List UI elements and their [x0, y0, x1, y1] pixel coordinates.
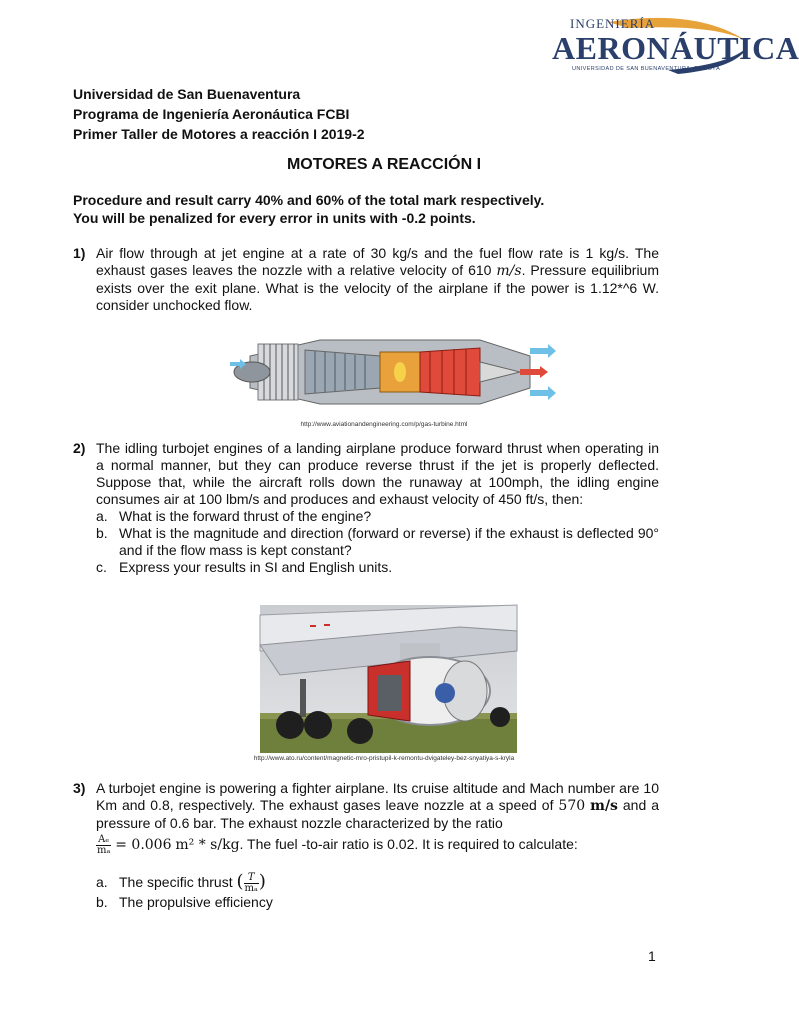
logo-top-text: INGENIERÍA — [570, 16, 656, 31]
exhaust-speed-value: 570 — [558, 798, 586, 814]
question-text-part: . Pressure equilibrium exists over the exit plane. What is the velocity of the airplane if the power is 1.12*^6 W. consider unchocked flow. — [96, 262, 659, 313]
subitem-label: a. — [96, 873, 108, 890]
aircraft-engine-photo — [260, 605, 517, 753]
penalty-note: You will be penalized for every error in units with -0.2 points. — [73, 210, 476, 226]
subitem-b — [96, 525, 659, 559]
fraction-denominator: mₐ — [244, 882, 258, 894]
header-workshop: Primer Taller de Motores a reacción I 2019-2 — [73, 126, 365, 142]
specific-thrust-fraction — [244, 873, 259, 894]
question-3 — [73, 780, 659, 911]
subitem-label: c. — [96, 559, 107, 575]
question-text-part: A turbojet engine is powering a fighter airplane. Its cruise altitude and Mach number are 10 Km and 0.8, respectively. The exhaust gases leave nozzle at a speed of — [96, 780, 659, 813]
subitem-label: a. — [96, 508, 108, 524]
question-text — [96, 780, 659, 856]
question-text-part: . The fuel -to-air ratio is 0.02. It is required to calculate: — [239, 836, 578, 852]
question-text-part: and a pressure of 0.6 bar. The exhaust nozzle characterized by the ratio — [96, 797, 659, 831]
question-number: 1) — [73, 245, 86, 261]
subitem-c — [96, 559, 659, 576]
question-text: The idling turbojet engines of a landing airplane produce forward thrust when operating in a normal manner, but they can produce reverse thrust if the jet is properly deflected. Suppose that, while the aircraft rolls down the runaway at 100mph, the idling engine consumes air at 100 lbm/s and produces and exhaust velocity of 450 ft/s, then: — [96, 440, 659, 507]
subitem-text: What is the forward thrust of the engine? — [119, 508, 372, 524]
subitem-label: b. — [96, 525, 108, 541]
grading-note: Procedure and result carry 40% and 60% of the total mark respectively. — [73, 192, 545, 208]
question-number: 3) — [73, 780, 86, 796]
figure-2-caption: http://www.ato.ru/content/magnetic-mro-pristupil-k-remontu-dvigateley-bez-snyatiya-s-kryla — [253, 755, 515, 762]
fraction-numerator: T — [244, 873, 259, 884]
area-mass-ratio-fraction — [96, 835, 111, 856]
question-number: 2) — [73, 440, 86, 456]
page-number: 1 — [648, 948, 656, 964]
subitem-text: The propulsive efficiency — [119, 893, 273, 910]
question-2 — [73, 440, 659, 576]
fraction-numerator: Aₑ — [96, 835, 111, 846]
subitem-text: What is the magnitude and direction (forward or reverse) if the exhaust is deflected 90° and if the flow mass is kept constant? — [119, 525, 659, 558]
velocity-unit: m/s — [496, 263, 522, 279]
logo-sub-text: UNIVERSIDAD DE SAN BUENAVENTURA, BOGOTÁ — [572, 66, 721, 72]
ratio-unit: m² * s/kg — [175, 837, 240, 853]
header-university: Universidad de San Buenaventura — [73, 86, 301, 102]
subitem-label: b. — [96, 893, 108, 910]
subitem-text: The specific thrust — [119, 873, 237, 890]
figure-1-caption: http://www.aviationandengineering.com/p/gas-turbine.html — [300, 421, 468, 428]
logo-main-text: AERONÁUTICA — [552, 30, 799, 66]
fraction-denominator: mₐ — [97, 844, 111, 856]
exhaust-speed-unit: m/s — [590, 798, 618, 814]
question-text-part: Air flow through at jet engine at a rate of 30 kg/s and the fuel flow rate is 1 kg/s. The exhaust gases leaves the nozzle with a relative velocity of 610 — [96, 245, 659, 278]
question-2-subitems — [96, 508, 659, 576]
question-text — [96, 245, 659, 314]
question-1 — [73, 245, 659, 314]
header-program: Programa de Ingeniería Aeronáutica FCBI — [73, 106, 350, 122]
question-3-subitems — [96, 870, 659, 911]
ratio-value: = 0.006 — [115, 837, 172, 853]
subitem-a — [96, 508, 659, 525]
page-title: MOTORES A REACCIÓN I — [286, 156, 482, 173]
subitem-b — [96, 894, 659, 911]
turbofan-cutaway-image — [230, 326, 560, 418]
subitem-text: Express your results in SI and English units. — [119, 559, 393, 575]
subitem-a: a. The specific thrust ( $\frac{T}{\text{mₐ}}$ ) — [96, 870, 266, 894]
university-logo — [548, 12, 799, 76]
